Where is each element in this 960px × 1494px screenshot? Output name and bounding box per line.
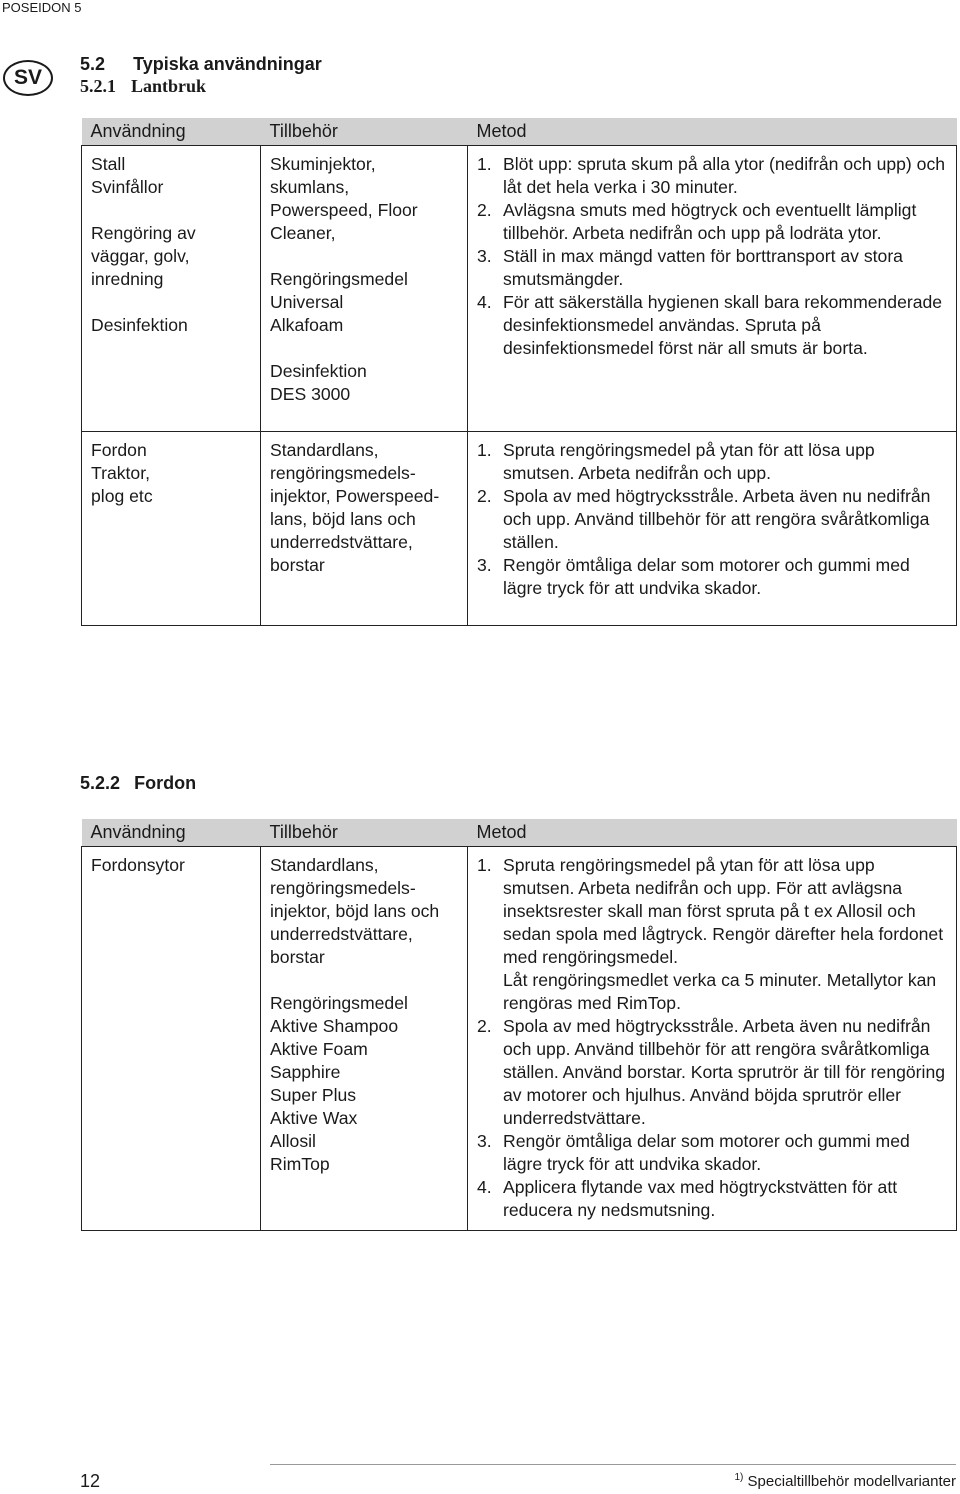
usage-cell: Fordonsytor (82, 847, 261, 1231)
method-step: 2. Spola av med högtrycksstråle. Arbeta även nu nedifrån och upp. Använd tillbehör för att rengöra svåråtkomliga ställen. (477, 486, 931, 552)
method-cell (468, 847, 957, 1231)
footnote (734, 1472, 956, 1490)
table-fordon (81, 819, 957, 1231)
footnote-mark: 1) (734, 1472, 744, 1483)
header-brand: POSEIDON 5 (2, 0, 82, 15)
method-step: 4. För att säkerställa hygienen skall bara rekommenderade desinfektionsmedel användas. Spruta på desinfektionsmedel först när all smuts är borta. (477, 292, 943, 358)
usage-cell: Fordon Traktor, plog etc (82, 432, 261, 626)
method-step: 3. Rengör ömtåliga delar som motorer och gummi med lägre tryck för att undvika skador. (477, 555, 910, 598)
section-heading (80, 54, 322, 75)
table-header-row (82, 118, 957, 146)
table-header-row (82, 819, 957, 847)
accessory-cell: Skuminjektor, skumlans, Powerspeed, Floor Cleaner, Rengöringsmedel Universal Alkafoam Desinfektion DES 3000 (261, 146, 468, 432)
method-cell (468, 146, 957, 432)
page-number: 12 (80, 1471, 101, 1491)
method-step: 1. Spruta rengöringsmedel på ytan för att lösa upp smutsen. Arbeta nedifrån och upp. (477, 440, 875, 483)
accessory-cell: Standardlans, rengöringsmedels- injektor, Powerspeed- lans, böjd lans och underredstvättare, borstar (261, 432, 468, 626)
section-title: Typiska användningar (133, 54, 322, 74)
method-step: 1. Spruta rengöringsmedel på ytan för att lösa upp smutsen. Arbeta nedifrån och upp. För att avlägsna insektsrester skall man först spruta på t ex Allosil och sedan spola med lågtryck. Rengör därefter hela fordonet med rengöringsmedel. Låt rengöringsmedlet verka ca 5 minuter. Metallytor kan rengöras med RimTop. (477, 855, 944, 1013)
method-step: 4. Applicera flytande vax med högtryckstvätten för att reducera ny nedsmutsning. (477, 1177, 898, 1220)
table-row (82, 146, 957, 432)
section-number: 5.2 (80, 54, 106, 74)
usage-cell: Stall Svinfållor Rengöring av väggar, golv, inredning Desinfektion (82, 146, 261, 432)
subsection-2-title: Fordon (134, 773, 197, 793)
header-usage: Användning (82, 118, 261, 146)
method-step: 3. Rengör ömtåliga delar som motorer och gummi med lägre tryck för att undvika skador. (477, 1131, 910, 1174)
subsection-2-number: 5.2.2 (80, 773, 121, 793)
method-step: 2. Spola av med högtrycksstråle. Arbeta även nu nedifrån och upp. Använd tillbehör för att rengöra svåråtkomliga ställen. Använd borstar. Korta sprutrör är till för rengöring av motorer och hjulhus. Använd böjda sprutrör eller underredstvättare. (477, 1016, 946, 1128)
accessory-cell: Standardlans, rengöringsmedels- injektor, böjd lans och underredstvättare, borstar Rengöringsmedel Aktive Shampoo Aktive Foam Sapphire Super Plus Aktive Wax Allosil RimTop (261, 847, 468, 1231)
header-usage: Användning (82, 819, 261, 847)
method-steps (477, 153, 947, 360)
method-step-note: Låt rengöringsmedlet verka ca 5 minuter. Metallytor kan rengöras med RimTop. (503, 970, 937, 1013)
footer-rule (270, 1464, 956, 1465)
language-badge: SV (3, 60, 53, 96)
subsection-2-heading (80, 773, 196, 794)
header-accessory: Tillbehör (261, 118, 468, 146)
header-method: Metod (468, 819, 957, 847)
header-accessory: Tillbehör (261, 819, 468, 847)
subsection-1-title: Lantbruk (131, 76, 207, 96)
subsection-1-heading (80, 76, 206, 97)
table-lantbruk (81, 118, 957, 626)
method-steps (477, 854, 947, 1222)
method-cell (468, 432, 957, 626)
subsection-1-number: 5.2.1 (80, 76, 116, 96)
footnote-text: Specialtillbehör modellvarianter (747, 1473, 956, 1490)
table-row (82, 432, 957, 626)
table-row (82, 847, 957, 1231)
method-step: 2. Avlägsna smuts med högtryck och eventuellt lämpligt tillbehör. Arbeta nedifrån och upp på lodräta ytor. (477, 200, 917, 243)
method-step: 1. Blöt upp: spruta skum på alla ytor (nedifrån och upp) och låt det hela verka i 30 minuter. (477, 154, 946, 197)
method-step: 3. Ställ in max mängd vatten för borttransport av stora smutsmängder. (477, 246, 903, 289)
method-steps (477, 439, 947, 600)
header-method: Metod (468, 118, 957, 146)
